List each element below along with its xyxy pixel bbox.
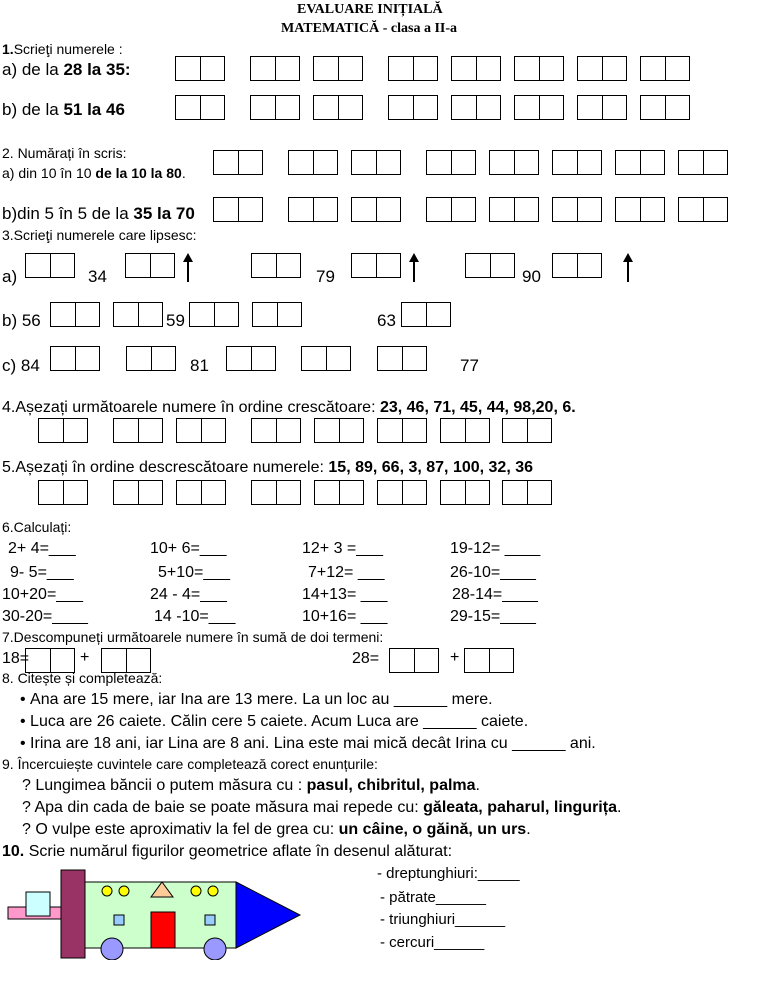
q4-answer-box[interactable] <box>314 418 364 443</box>
q1-a-answer-box[interactable] <box>313 56 363 81</box>
q3-a-answer-box[interactable] <box>552 253 602 278</box>
q2-b-answer-box[interactable] <box>351 197 401 222</box>
q3-b-answer-box[interactable] <box>50 302 100 327</box>
q1-a-answer-box[interactable] <box>175 56 225 81</box>
q3-b-number: 59 <box>166 311 185 330</box>
q7-answer-box[interactable] <box>389 648 439 673</box>
q5-answer-box[interactable] <box>251 480 301 505</box>
q2-a-answer-box[interactable] <box>615 150 665 175</box>
q8-item: • Luca are 26 caiete. Călin cere 5 caiete. Acum Luca are ______ caiete. <box>20 713 529 730</box>
q3-c-answer-box[interactable] <box>301 346 351 371</box>
q4-text: 4.Așezați următoarele numere în ordine crescătoare: 23, 46, 71, 45, 44, 98,20, 6. <box>2 399 576 416</box>
q6-operation: 24 - 4=___ <box>150 586 227 603</box>
q3-a-answer-box[interactable] <box>465 253 515 278</box>
q6-operation: 29-15=____ <box>450 608 536 625</box>
door-rect <box>151 912 175 948</box>
q3-b-answer-box[interactable] <box>189 302 239 327</box>
q1-b-answer-box[interactable] <box>313 95 363 120</box>
q5-answer-box[interactable] <box>113 480 163 505</box>
q1-b-answer-box[interactable] <box>451 95 501 120</box>
q7-plus: + <box>80 649 90 666</box>
q2-a-answer-box[interactable] <box>678 150 728 175</box>
q3-c-number: 81 <box>190 356 209 375</box>
q5-answer-box[interactable] <box>440 480 490 505</box>
q1-a-answer-box[interactable] <box>514 56 564 81</box>
q6-operation: 9- 5=___ <box>10 564 74 581</box>
q1-a-answer-box[interactable] <box>577 56 627 81</box>
q6-title: 6.Calculați: <box>2 519 72 535</box>
q1-title: 1.Scrieţi numerele : <box>2 41 123 57</box>
q3-a-answer-box[interactable] <box>25 253 75 278</box>
q5-answer-box[interactable] <box>314 480 364 505</box>
q4-answer-box[interactable] <box>377 418 427 443</box>
q1-a-answer-box[interactable] <box>250 56 300 81</box>
q3-c-answer-box[interactable] <box>226 346 276 371</box>
page-subtitle: MATEMATICĂ - clasa a II-a <box>281 21 458 36</box>
q1-b-label: b) de la 51 la 46 <box>2 100 125 119</box>
q6-operation: 12+ 3 =___ <box>302 540 383 557</box>
q7-answer-box[interactable] <box>464 648 514 673</box>
q5-answer-box[interactable] <box>38 480 88 505</box>
q9-line: ? Lungimea băncii o putem măsura cu : pasul, chibritul, palma. <box>22 777 480 794</box>
q6-operation: 30-20=____ <box>2 608 88 625</box>
q10-title: 10. Scrie numărul figurilor geometrice aflate în desenul alăturat: <box>2 843 453 860</box>
q6-operation: 10+20=___ <box>2 586 83 603</box>
q6-operation: 2+ 4=___ <box>8 540 76 557</box>
q3-b-answer-box[interactable] <box>113 302 163 327</box>
q2-b-answer-box[interactable] <box>615 197 665 222</box>
q3-b-answer-box[interactable] <box>401 302 451 327</box>
q1-b-answer-box[interactable] <box>175 95 225 120</box>
q2-a-answer-box[interactable] <box>351 150 401 175</box>
window-circle <box>208 886 218 896</box>
q2-b-answer-box[interactable] <box>678 197 728 222</box>
q7-plus: + <box>450 649 460 666</box>
train-drawing <box>0 860 330 960</box>
q2-a-label: a) din 10 în 10 de la 10 la 80. <box>2 165 186 181</box>
q2-a-answer-box[interactable] <box>489 150 539 175</box>
q4-answer-box[interactable] <box>176 418 226 443</box>
q6-operation: 5+10=___ <box>158 564 231 581</box>
q10-answer-square: - pătrate______ <box>380 889 486 906</box>
q2-b-answer-box[interactable] <box>489 197 539 222</box>
q3-c-label: c) 84 <box>2 356 40 375</box>
q4-answer-box[interactable] <box>251 418 301 443</box>
wheel-circle <box>204 938 226 960</box>
q10-answer-circle: - cercuri______ <box>380 934 485 951</box>
q3-c-number: 77 <box>460 356 479 375</box>
q6-operation: 19-12= ____ <box>450 540 541 557</box>
up-arrow-icon <box>187 260 189 282</box>
q3-a-number: 90 <box>522 267 541 286</box>
q1-a-answer-box[interactable] <box>640 56 690 81</box>
window-circle <box>119 886 129 896</box>
q4-answer-box[interactable] <box>502 418 552 443</box>
q2-b-answer-box[interactable] <box>426 197 476 222</box>
q9-line: ? O vulpe este aproximativ la fel de grea cu: un câine, o găină, un urs. <box>22 821 531 838</box>
q6-operation: 10+ 6=___ <box>150 540 227 557</box>
q1-b-answer-box[interactable] <box>514 95 564 120</box>
q4-answer-box[interactable] <box>38 418 88 443</box>
window-circle <box>102 886 112 896</box>
q8-item: • Ana are 15 mere, iar Ina are 13 mere. La un loc au ______ mere. <box>20 691 493 708</box>
q4-answer-box[interactable] <box>440 418 490 443</box>
q1-b-answer-box[interactable] <box>577 95 627 120</box>
q3-b-answer-box[interactable] <box>252 302 302 327</box>
q6-operation: 14 -10=___ <box>154 608 236 625</box>
q7-answer-box[interactable] <box>25 648 75 673</box>
q2-b-answer-box[interactable] <box>213 197 263 222</box>
q7-n2: 28= <box>352 650 380 667</box>
q7-answer-box[interactable] <box>101 648 151 673</box>
q2-a-answer-box[interactable] <box>288 150 338 175</box>
q7-n1: 18= <box>2 650 30 667</box>
q3-c-answer-box[interactable] <box>126 346 176 371</box>
q2-b-answer-box[interactable] <box>288 197 338 222</box>
q1-b-answer-box[interactable] <box>388 95 438 120</box>
q3-b-label: b) 56 <box>2 311 41 330</box>
q1-b-answer-box[interactable] <box>250 95 300 120</box>
q1-a-answer-box[interactable] <box>451 56 501 81</box>
nose-triangle <box>236 882 300 948</box>
q1-b-answer-box[interactable] <box>640 95 690 120</box>
q3-a-answer-box[interactable] <box>251 253 301 278</box>
q8-title: 8. Citește și completează: <box>2 670 163 686</box>
cabin-square <box>26 892 50 916</box>
q3-a-number: 34 <box>88 267 107 286</box>
q7-title: 7.Descompuneți următoarele numere în sumă de doi termeni: <box>2 629 384 645</box>
window-circle <box>191 886 201 896</box>
q3-c-answer-box[interactable] <box>50 346 100 371</box>
q5-text: 5.Așezați în ordine descrescătoare numerele: 15, 89, 66, 3, 87, 100, 32, 36 <box>2 459 534 476</box>
q2-a-answer-box[interactable] <box>213 150 263 175</box>
q8-item: • Irina are 18 ani, iar Lina are 8 ani. Lina este mai mică decât Irina cu ______ ani. <box>20 735 596 752</box>
q9-line: ? Apa din cada de baie se poate măsura mai repede cu: găleata, paharul, lingurița. <box>22 799 622 816</box>
up-arrow-icon <box>413 260 415 282</box>
q4-answer-box[interactable] <box>113 418 163 443</box>
q6-operation: 26-10=____ <box>450 564 536 581</box>
q6-operation: 28-14=____ <box>452 586 538 603</box>
q1-a-label: a) de la 28 la 35: <box>2 60 131 79</box>
q6-operation: 14+13= ___ <box>302 586 388 603</box>
q2-title: 2. Numărați în scris: <box>2 145 127 161</box>
window-square <box>205 915 215 925</box>
q3-c-answer-box[interactable] <box>377 346 427 371</box>
window-square <box>114 915 124 925</box>
q3-a-answer-box[interactable] <box>125 253 175 278</box>
q3-a-number: 79 <box>316 267 335 286</box>
q3-title: 3.Scrieţi numerele care lipsesc: <box>2 227 197 243</box>
q1-a-answer-box[interactable] <box>388 56 438 81</box>
q2-a-answer-box[interactable] <box>426 150 476 175</box>
q10-answer-triangle: - triunghiuri______ <box>380 911 506 928</box>
q5-answer-box[interactable] <box>176 480 226 505</box>
q3-a-label: a) <box>2 267 18 286</box>
q2-b-label: b)din 5 în 5 de la 35 la 70 <box>2 204 195 223</box>
up-arrow-icon <box>627 260 629 282</box>
q6-operation: 7+12= ___ <box>308 564 385 581</box>
q2-a-answer-box[interactable] <box>552 150 602 175</box>
wheel-circle <box>101 938 123 960</box>
chimney-rect <box>61 870 85 958</box>
q10-answer-rect: - dreptunghiuri:_____ <box>377 865 520 882</box>
q5-answer-box[interactable] <box>502 480 552 505</box>
q5-answer-box[interactable] <box>377 480 427 505</box>
q3-a-answer-box[interactable] <box>351 253 401 278</box>
q6-operation: 10+16= ___ <box>302 608 388 625</box>
q2-b-answer-box[interactable] <box>552 197 602 222</box>
q3-b-number: 63 <box>377 311 396 330</box>
q9-title: 9. Încercuiește cuvintele care completează corect enunțurile: <box>2 756 378 772</box>
page-title: EVALUARE INIȚIALĂ <box>297 2 443 17</box>
